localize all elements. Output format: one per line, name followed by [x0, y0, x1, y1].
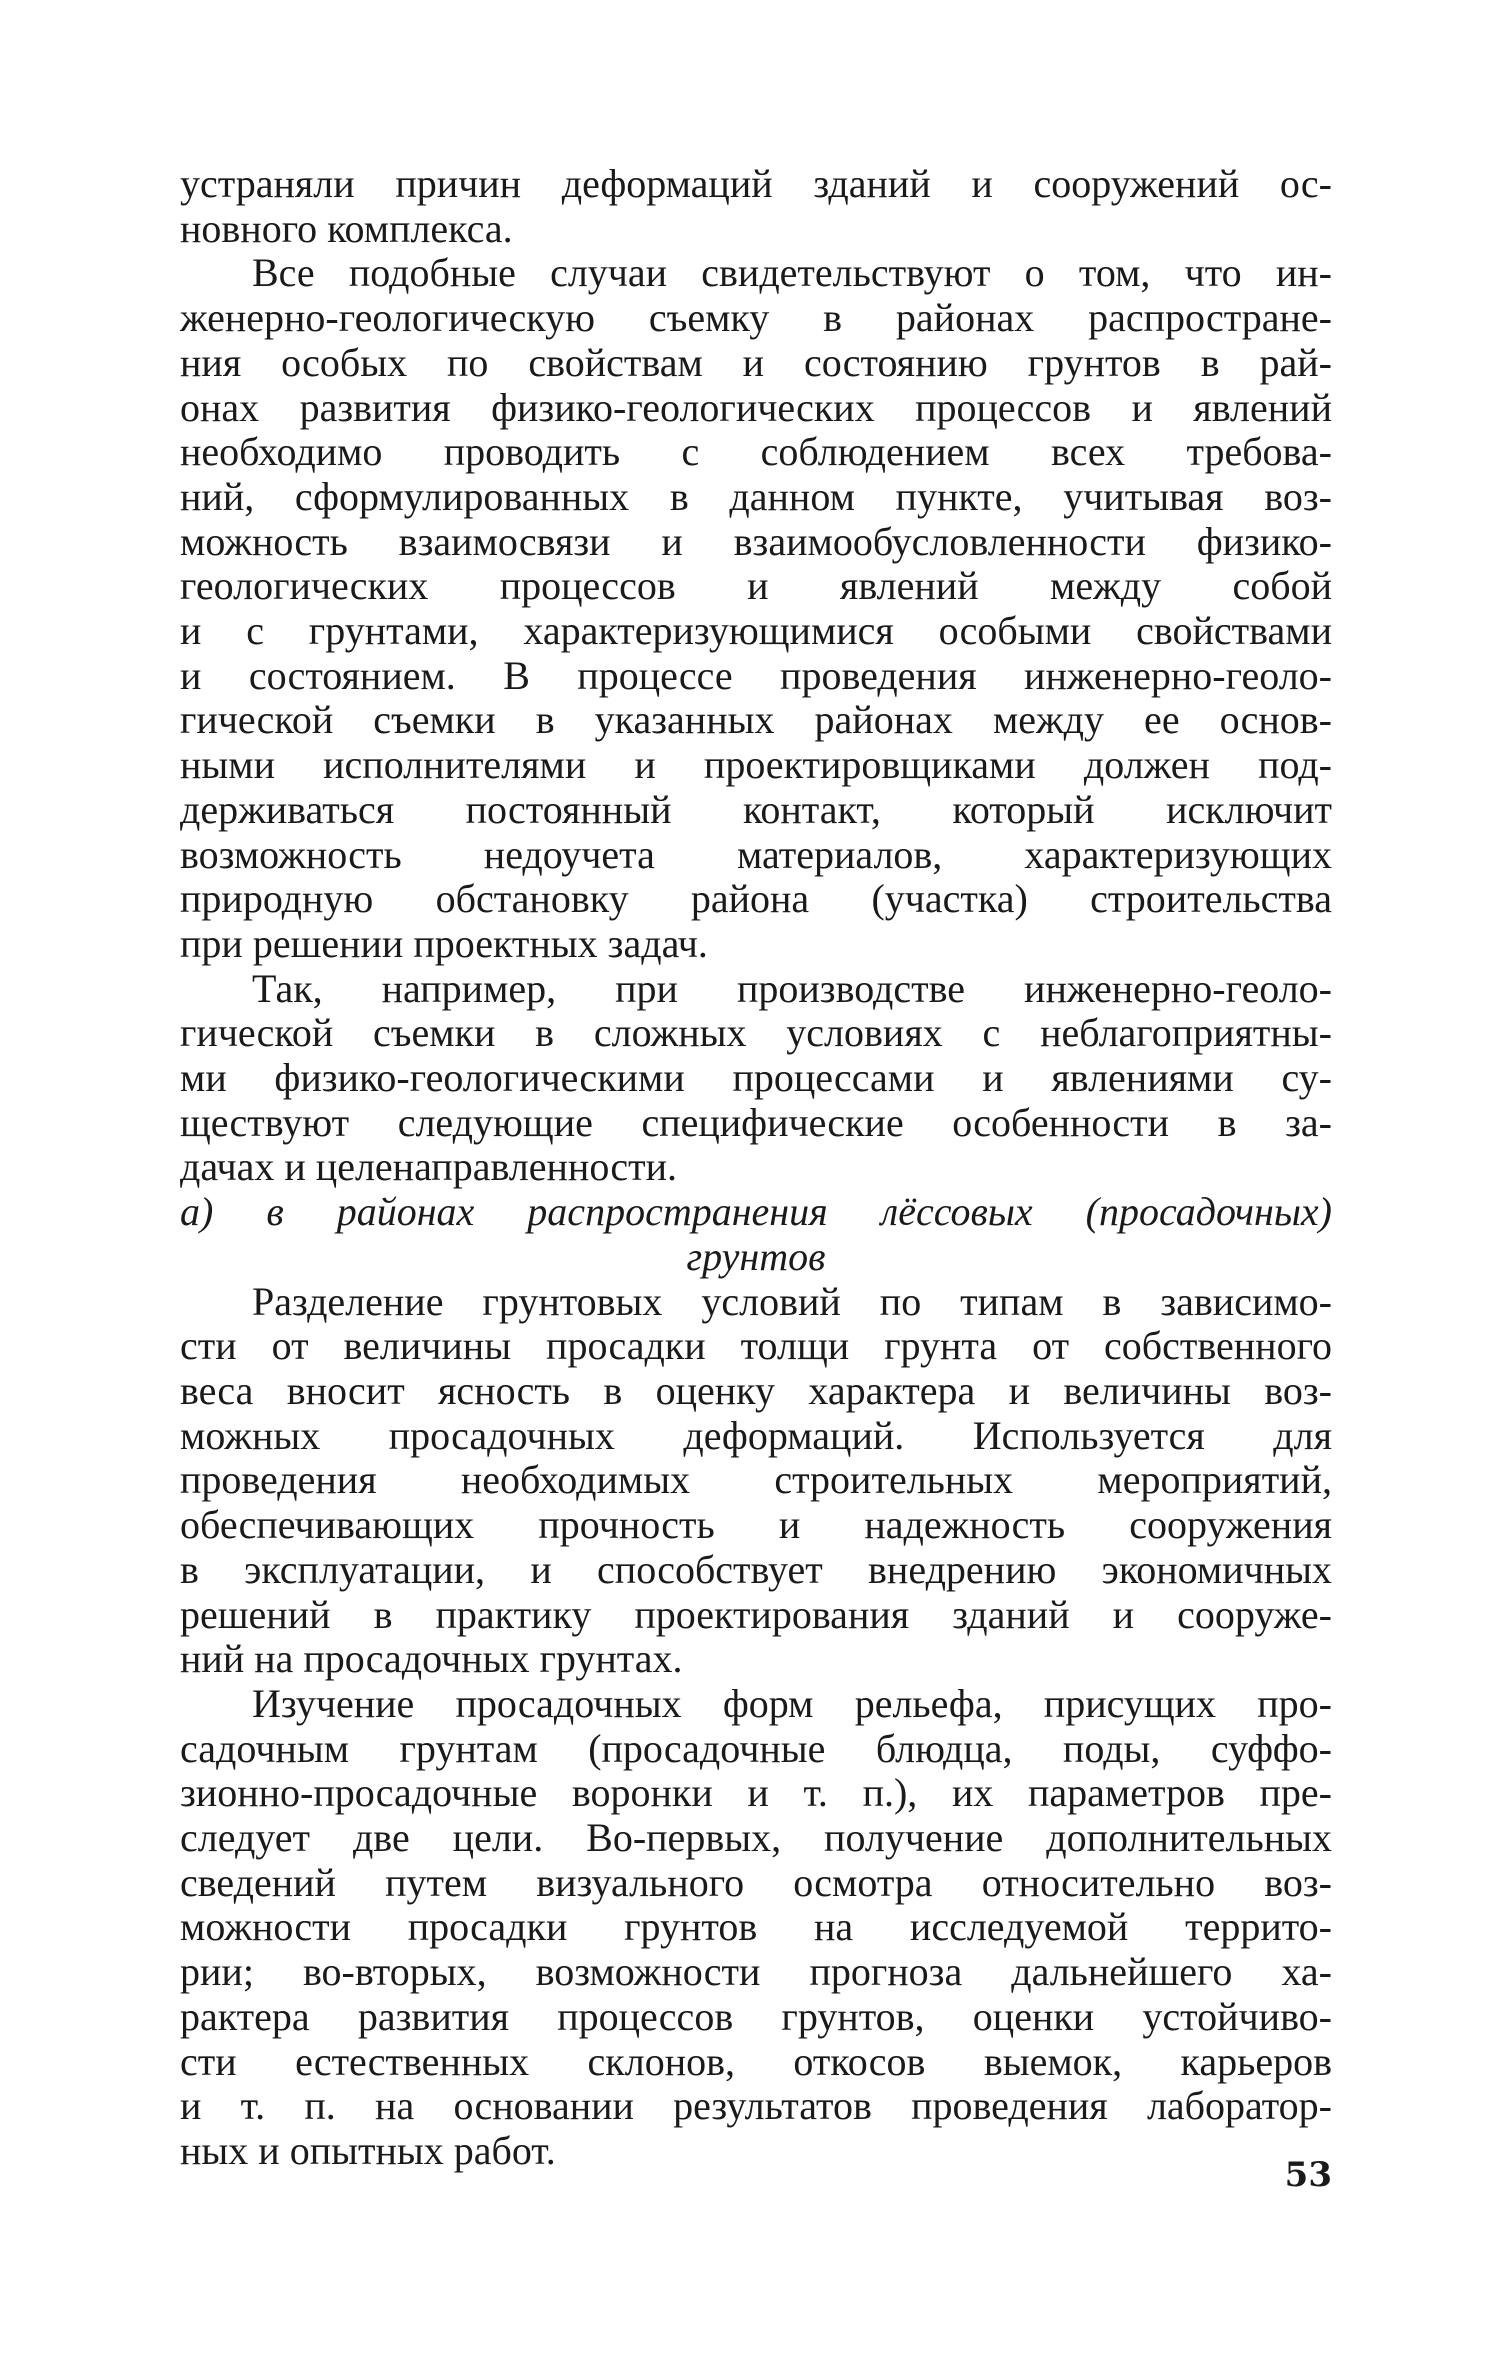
text-line: гической съемки в сложных условиях с неблагоприятны-	[180, 1010, 1332, 1056]
text-line: держиваться постоянный контакт, который исключит	[180, 786, 1332, 832]
text-block-after-heading	[180, 1280, 1332, 2174]
text-line: и с грунтами, характеризующимися особыми свойствами	[180, 608, 1332, 654]
text-line: геологических процессов и явлений между собой	[180, 563, 1332, 609]
text-line: ми физико-геологическими процессами и явлениями су-	[180, 1055, 1332, 1101]
section-heading	[180, 1190, 1332, 1279]
text-line: ществуют следующие специфические особенности в за-	[180, 1099, 1332, 1145]
text-line: Разделение грунтовых условий по типам в зависимо-	[252, 1278, 1332, 1324]
text-line: устраняли причин деформаций зданий и сооружений ос-	[180, 161, 1332, 206]
text-line: женерно-геологическую съемку в районах распростране-	[180, 295, 1332, 341]
text-line: ний на просадочных грунтах.	[180, 1636, 683, 1682]
text-line: гической съемки в указанных районах между ее основ-	[180, 697, 1332, 743]
paragraph-p1	[180, 162, 1332, 251]
text-line: рактера развития процессов грунтов, оценки устойчиво-	[180, 1993, 1332, 2039]
text-line: в эксплуатации, и способствует внедрению экономичных	[180, 1546, 1332, 1592]
text-line: возможность недоучета материалов, характеризующих	[180, 831, 1332, 877]
text-line: можных просадочных деформаций. Используется для	[180, 1412, 1332, 1458]
text-line: можности просадки грунтов на исследуемой террито-	[180, 1904, 1332, 1950]
text-line: обеспечивающих прочность и надежность сооружения	[180, 1502, 1332, 1548]
text-line: проведения необходимых строительных мероприятий,	[180, 1457, 1332, 1503]
section-heading-line-1: а) в районах распространения лёссовых (просадочных)	[180, 1189, 1332, 1235]
text-line: при решении проектных задач.	[180, 920, 708, 966]
text-line: природную обстановку района (участка) строительства	[180, 876, 1332, 922]
text-line: онах развития физико-геологических процессов и явлений	[180, 384, 1332, 430]
text-line: ными исполнителями и проектировщиками должен под-	[180, 742, 1332, 788]
text-line: ния особых по свойствам и состоянию грунтов в рай-	[180, 339, 1332, 385]
text-line: необходимо проводить с соблюдением всех требова-	[180, 429, 1332, 475]
paragraph-p5	[180, 1682, 1332, 2174]
text-line: ний, сформулированных в данном пункте, учитывая воз-	[180, 473, 1332, 519]
page-number: 53	[1284, 2155, 1332, 2195]
text-line: дачах и целенаправленности.	[180, 1144, 677, 1190]
page-body	[180, 162, 1332, 2174]
text-line: новного комплекса.	[180, 205, 513, 251]
text-line: и т. п. на основании результатов проведения лаборатор-	[180, 2083, 1332, 2129]
text-block-before-heading	[180, 162, 1332, 1190]
paragraph-p4	[180, 1280, 1332, 1682]
text-line: Так, например, при производстве инженерно-геоло-	[252, 965, 1332, 1011]
text-line: рии; во-вторых, возможности прогноза дальнейшего ха-	[180, 1949, 1332, 1995]
section-heading-line-2: грунтов	[686, 1233, 826, 1279]
text-line: следует две цели. Во-первых, получение дополнительных	[180, 1815, 1332, 1861]
text-line: садочным грунтам (просадочные блюдца, поды, суффо-	[180, 1725, 1332, 1771]
paragraph-p3	[180, 967, 1332, 1191]
text-line: сти естественных склонов, откосов выемок, карьеров	[180, 2038, 1332, 2084]
text-line: решений в практику проектирования зданий и сооруже-	[180, 1591, 1332, 1637]
text-line: веса вносит ясность в оценку характера и величины воз-	[180, 1367, 1332, 1413]
text-line: ных и опытных работ.	[180, 2127, 556, 2173]
text-line: можность взаимосвязи и взаимообусловленности физико-	[180, 518, 1332, 564]
text-line: сти от величины просадки толщи грунта от собственного	[180, 1323, 1332, 1369]
paragraph-p2	[180, 251, 1332, 966]
text-line: сведений путем визуального осмотра относительно воз-	[180, 1859, 1332, 1905]
text-line: Изучение просадочных форм рельефа, присущих про-	[252, 1680, 1332, 1726]
text-line: Все подобные случаи свидетельствуют о том, что ин-	[252, 250, 1332, 296]
text-line: и состоянием. В процессе проведения инженерно-геоло-	[180, 652, 1332, 698]
text-line: зионно-просадочные воронки и т. п.), их параметров пре-	[180, 1770, 1332, 1816]
